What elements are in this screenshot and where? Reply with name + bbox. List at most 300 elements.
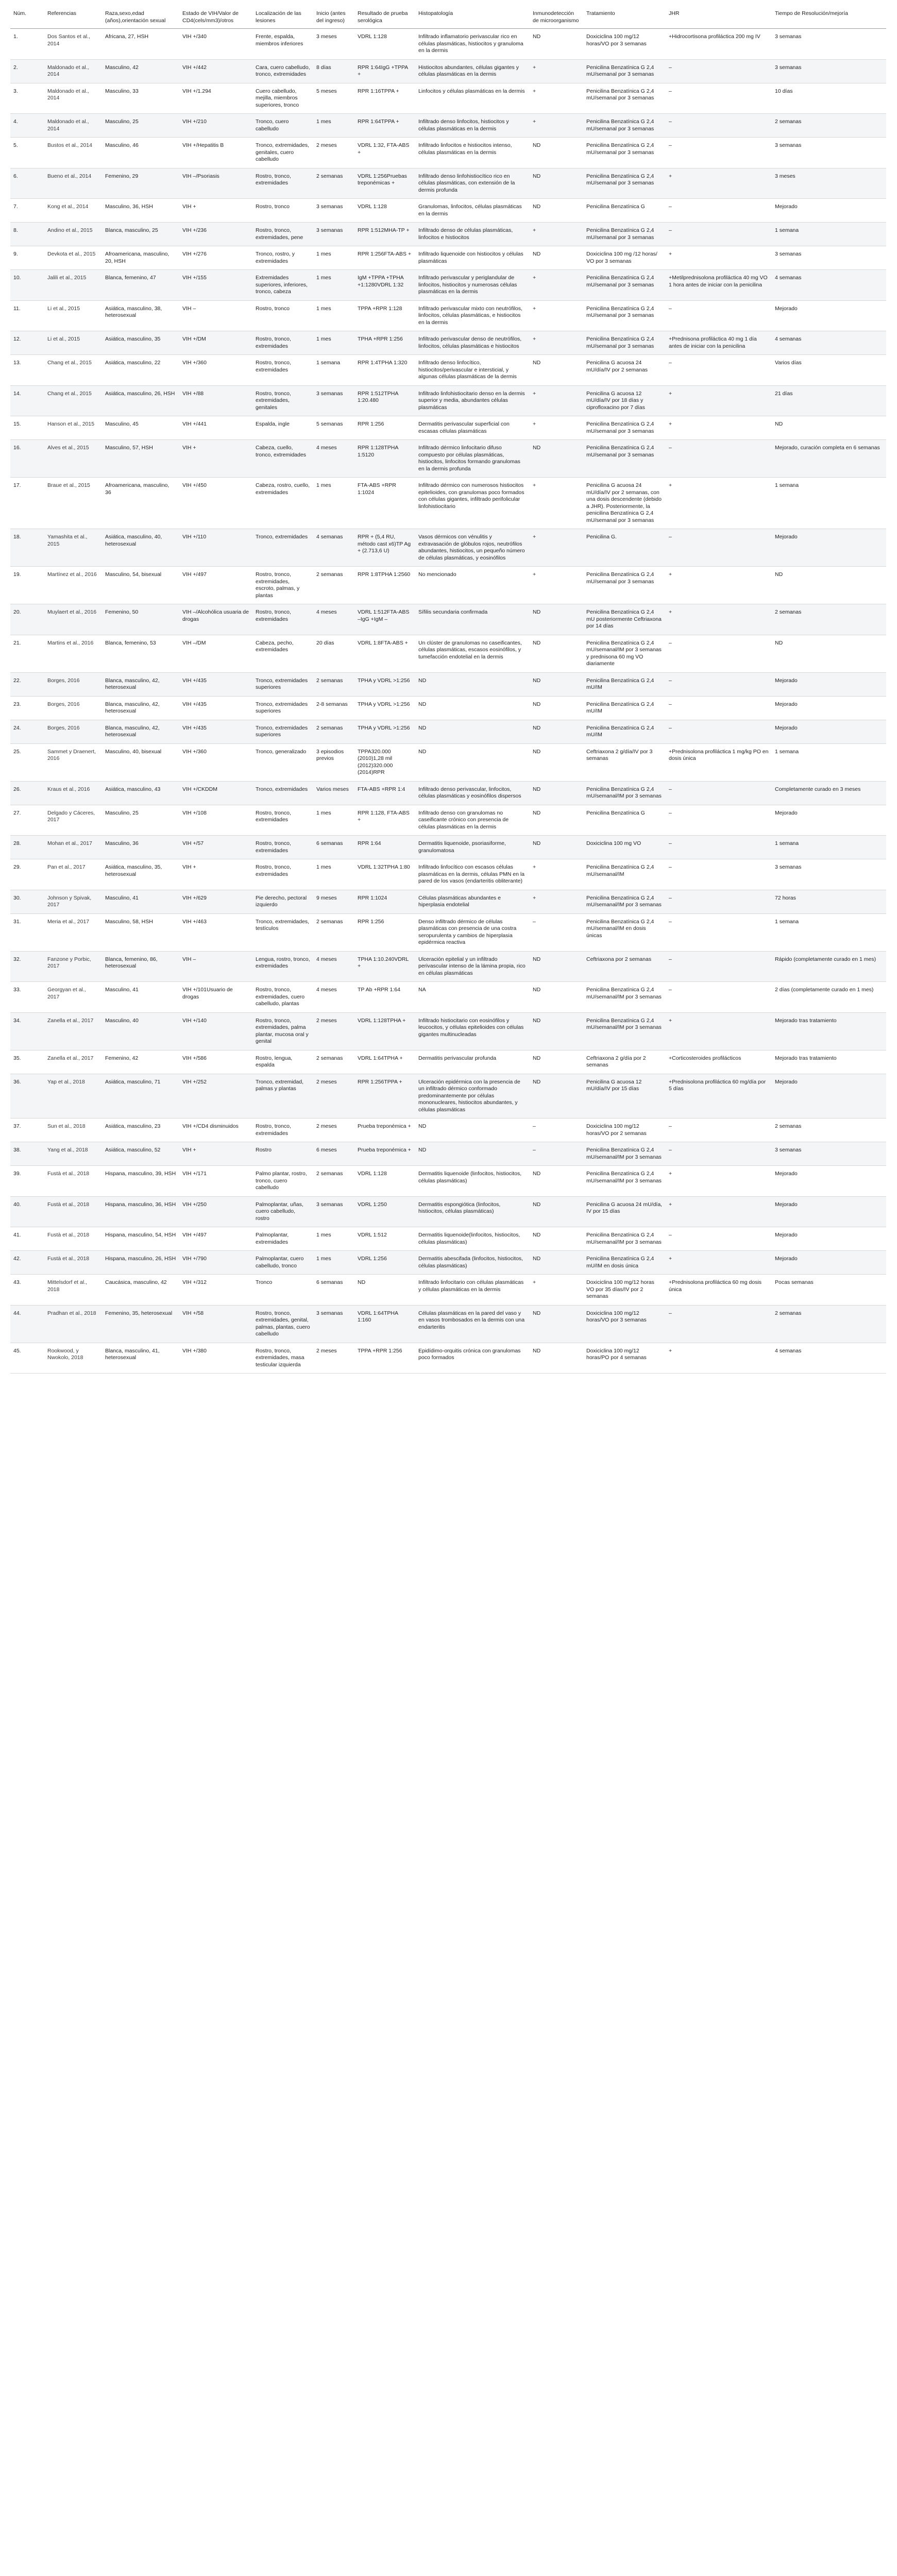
cell-raza-sexo-edad: Masculino, 46	[102, 138, 179, 168]
cell-tiempo-resolucion: 2 semanas	[772, 604, 886, 635]
table-row	[10, 743, 886, 781]
cell-num: 6.	[10, 168, 44, 199]
header-histopatologia: Histopatología	[415, 7, 530, 29]
cell-inicio: Varios meses	[313, 781, 354, 805]
cell-inmunodeteccion: –	[530, 913, 583, 951]
cell-inicio: 6 meses	[313, 1142, 354, 1166]
cell-referencias: Mohan et al., 2017	[44, 836, 102, 859]
cell-localizacion: Rostro, tronco, extremidades, genital, palmas, plantas, cuero cabelludo	[252, 1305, 313, 1343]
header-raza-sexo-edad: Raza,sexo,edad (años),orientación sexual	[102, 7, 179, 29]
cell-localizacion: Tronco, cuero cabelludo	[252, 114, 313, 138]
cell-tiempo-resolucion: 3 semanas	[772, 859, 886, 890]
cell-histopatologia: Infiltrado denso linfocitos, histiocitos y células plasmáticas en la dermis	[415, 114, 530, 138]
cell-localizacion: Rostro, tronco, extremidades	[252, 168, 313, 199]
cell-localizacion: Tronco, extremidades	[252, 781, 313, 805]
table-row	[10, 270, 886, 301]
cell-raza-sexo-edad: Masculino, 42	[102, 59, 179, 83]
cell-jhr: +Corticosteroides profilácticos	[666, 1050, 772, 1074]
cell-jhr: +	[666, 385, 772, 416]
cell-serologia: TPHA y VDRL >1:256	[354, 720, 415, 743]
table-row	[10, 890, 886, 913]
cell-serologia: RPR + (5,4 RU, método cast x6)TP Ag + (2.713,6 U)	[354, 529, 415, 567]
cell-inmunodeteccion: +	[530, 529, 583, 567]
cell-num: 22.	[10, 672, 44, 696]
cell-inicio: 6 semanas	[313, 1275, 354, 1306]
cell-tiempo-resolucion: 4 semanas	[772, 331, 886, 355]
cell-tiempo-resolucion: ND	[772, 567, 886, 604]
cell-histopatologia: Sífilis secundaria confirmada	[415, 604, 530, 635]
cell-jhr: –	[666, 913, 772, 951]
cell-estado-vih-cd4: VIH +/DM	[179, 331, 252, 355]
cell-raza-sexo-edad: Afroamericana, masculino, 20, HSH	[102, 246, 179, 270]
table-row	[10, 29, 886, 60]
cell-inmunodeteccion: ND	[530, 696, 583, 720]
cell-raza-sexo-edad: Blanca, masculino, 42, heterosexual	[102, 696, 179, 720]
cell-inicio: 2 semanas	[313, 1166, 354, 1197]
cell-localizacion: Cabeza, cuello, tronco, extremidades	[252, 440, 313, 478]
cell-histopatologia: Un clúster de granulomas no caseificantes, células plasmáticas, escasos eosinófilos, y tumefacción endotelial en la dermis	[415, 635, 530, 672]
cell-tiempo-resolucion: Mejorado	[772, 1227, 886, 1251]
cell-inicio: 3 semanas	[313, 199, 354, 223]
cell-inmunodeteccion: +	[530, 223, 583, 246]
cell-referencias: Borges, 2016	[44, 672, 102, 696]
cell-inicio: 1 mes	[313, 805, 354, 836]
cell-serologia: VDRL 1:512FTA-ABS –IgG +IgM –	[354, 604, 415, 635]
cell-inmunodeteccion: ND	[530, 1343, 583, 1374]
cell-raza-sexo-edad: Africana, 27, HSH	[102, 29, 179, 60]
cell-estado-vih-cd4: VIH –/Psoriasis	[179, 168, 252, 199]
cell-estado-vih-cd4: VIH +/252	[179, 1074, 252, 1118]
cell-tratamiento: Penicilina Benzatínica G 2,4 mU/semanal por 3 semanas	[583, 331, 666, 355]
cell-num: 25.	[10, 743, 44, 781]
cell-raza-sexo-edad: Asiática, masculino, 23	[102, 1118, 179, 1142]
cell-tiempo-resolucion: 72 horas	[772, 890, 886, 913]
header-inmunodeteccion: Inmunodetección de microorganismo	[530, 7, 583, 29]
cell-inicio: 4 meses	[313, 604, 354, 635]
cell-jhr: +Hidrocortisona profiláctica 200 mg IV	[666, 29, 772, 60]
cell-tiempo-resolucion: 1 semana	[772, 836, 886, 859]
cell-num: 2.	[10, 59, 44, 83]
table-row	[10, 114, 886, 138]
cell-histopatologia: Histiocitos abundantes, células gigantes y células plasmáticas en la dermis	[415, 59, 530, 83]
cell-jhr: +	[666, 168, 772, 199]
cell-jhr: +Prednisolona profiláctica 60 mg/día por 5 días	[666, 1074, 772, 1118]
cell-histopatologia: Infiltrado dérmico con numerosos histiocitos epitelioides, con granulomas poco formados con células gigantes, infiltrado perifolicular linfohistiocitario	[415, 478, 530, 529]
cell-histopatologia: Células plasmáticas abundantes e hiperplasia endotelial	[415, 890, 530, 913]
cell-tiempo-resolucion: Completamente curado en 3 meses	[772, 781, 886, 805]
cell-tiempo-resolucion: 2 semanas	[772, 114, 886, 138]
cell-num: 5.	[10, 138, 44, 168]
cell-raza-sexo-edad: Masculino, 45	[102, 416, 179, 440]
cell-inmunodeteccion: ND	[530, 355, 583, 386]
cell-serologia: VDRL 1:250	[354, 1196, 415, 1227]
table-row	[10, 223, 886, 246]
cell-estado-vih-cd4: VIH +	[179, 199, 252, 223]
cell-raza-sexo-edad: Blanca, femenino, 53	[102, 635, 179, 672]
cell-tiempo-resolucion: Mejorado	[772, 300, 886, 331]
cell-serologia: VDRL 1:32, FTA-ABS +	[354, 138, 415, 168]
cell-jhr: –	[666, 1305, 772, 1343]
cell-inmunodeteccion: ND	[530, 1305, 583, 1343]
cell-tratamiento: Penicilina Benzatínica G 2,4 mU/semanal por 3 semanas	[583, 567, 666, 604]
cell-tratamiento: Penicilina Benzatínica G 2,4 mU/semanal por 3 semanas	[583, 114, 666, 138]
table-row	[10, 1343, 886, 1374]
cell-raza-sexo-edad: Asiática, masculino, 40, heterosexual	[102, 529, 179, 567]
cell-jhr: –	[666, 83, 772, 114]
table-row	[10, 331, 886, 355]
cell-referencias: Yap et al., 2018	[44, 1074, 102, 1118]
header-referencias: Referencias	[44, 7, 102, 29]
cell-referencias: Hanson et al., 2015	[44, 416, 102, 440]
cell-referencias: Li et al., 2015	[44, 300, 102, 331]
cell-serologia: ND	[354, 1275, 415, 1306]
cell-tratamiento: Penicilina Benzatínica G 2,4 mU/semanal por 3 semanas	[583, 440, 666, 478]
cell-histopatologia: ND	[415, 1142, 530, 1166]
cell-inicio: 2 semanas	[313, 720, 354, 743]
cell-jhr: –	[666, 696, 772, 720]
cell-localizacion: Rostro, tronco	[252, 199, 313, 223]
cell-inicio: 6 semanas	[313, 836, 354, 859]
cell-estado-vih-cd4: VIH +/586	[179, 1050, 252, 1074]
cell-estado-vih-cd4: VIH +/276	[179, 246, 252, 270]
cell-inmunodeteccion: ND	[530, 982, 583, 1013]
cell-num: 24.	[10, 720, 44, 743]
cell-referencias: Pradhan et al., 2018	[44, 1305, 102, 1343]
cell-tratamiento: Penicilina G acuosa 12 mU/día/IV por 15 días	[583, 1074, 666, 1118]
cell-jhr: +	[666, 604, 772, 635]
cell-tratamiento: Penicilina G acuosa 24 mU/día/IV por 2 semanas	[583, 355, 666, 386]
cell-tiempo-resolucion: 3 semanas	[772, 59, 886, 83]
table-row	[10, 635, 886, 672]
cell-tratamiento: Penicilina G acuosa 24 mU/día/IV por 2 semanas, con una dosis descendente (debido a JHR). Posteriormente, la penicilina Benzatínica G 2,4 mU/semanal por 3 semanas	[583, 478, 666, 529]
cell-num: 40.	[10, 1196, 44, 1227]
cell-histopatologia: Infiltrado denso linfohistiocítico rico en células plasmáticas, con extensión de la dermis profunda	[415, 168, 530, 199]
cell-estado-vih-cd4: VIH +/435	[179, 672, 252, 696]
cell-num: 35.	[10, 1050, 44, 1074]
cell-histopatologia: Dermatitis abescifada (linfocitos, histiocitos, células plasmáticas)	[415, 1251, 530, 1275]
cell-inmunodeteccion: ND	[530, 720, 583, 743]
cell-histopatologia: Ulceración epitelial y un infiltrado perivascular intenso de la lámina propia, rico en células plasmáticas	[415, 951, 530, 982]
cell-inmunodeteccion: –	[530, 1118, 583, 1142]
table-row	[10, 83, 886, 114]
cell-serologia: RPR 1:512MHA-TP +	[354, 223, 415, 246]
cell-raza-sexo-edad: Asiática, masculino, 71	[102, 1074, 179, 1118]
cell-inmunodeteccion: +	[530, 567, 583, 604]
cell-raza-sexo-edad: Masculino, 58, HSH	[102, 913, 179, 951]
cell-tiempo-resolucion: 4 semanas	[772, 1343, 886, 1374]
cell-raza-sexo-edad: Asiática, masculino, 35, heterosexual	[102, 859, 179, 890]
cell-inicio: 2 meses	[313, 138, 354, 168]
cell-jhr: –	[666, 859, 772, 890]
cell-tratamiento: Penicilina Benzatínica G 2,4 mU/semanal por 3 semanas	[583, 83, 666, 114]
cell-referencias: Meria et al., 2017	[44, 913, 102, 951]
cell-inmunodeteccion: ND	[530, 836, 583, 859]
cell-raza-sexo-edad: Masculino, 41	[102, 890, 179, 913]
cell-jhr: +Metilprednisolona profiláctica 40 mg VO 1 hora antes de iniciar con la penicilina	[666, 270, 772, 301]
cell-jhr: –	[666, 440, 772, 478]
cell-tratamiento: Doxiciclina 100 mg/12 horas/VO por 2 semanas	[583, 1118, 666, 1142]
cell-num: 23.	[10, 696, 44, 720]
cell-tratamiento: Penicilina Benzatínica G 2,4 mU/semanal por 3 semanas	[583, 223, 666, 246]
cell-estado-vih-cd4: VIH +/CKDDM	[179, 781, 252, 805]
cell-inicio: 2 semanas	[313, 168, 354, 199]
cell-histopatologia: ND	[415, 720, 530, 743]
cell-num: 16.	[10, 440, 44, 478]
cell-serologia: TPPA320.000 (2010)1,28 mil (2012)320.000 (2014)RPR	[354, 743, 415, 781]
cell-inicio: 1 mes	[313, 1227, 354, 1251]
cell-localizacion: Rostro, tronco, extremidades	[252, 1118, 313, 1142]
cell-raza-sexo-edad: Masculino, 41	[102, 982, 179, 1013]
cell-num: 3.	[10, 83, 44, 114]
cell-localizacion: Cara, cuero cabelludo, tronco, extremidades	[252, 59, 313, 83]
cell-tratamiento: Penicilina G acuosa 12 mU/día/IV por 18 días y ciprofloxacino por 7 días	[583, 385, 666, 416]
table-row	[10, 1251, 886, 1275]
cell-tiempo-resolucion: 2 días (completamente curado en 1 mes)	[772, 982, 886, 1013]
cell-serologia: TPHA y VDRL >1:256	[354, 672, 415, 696]
cell-tratamiento: Penicilina Benzatínica G 2,4 mU/IM en dosis única	[583, 1251, 666, 1275]
cell-localizacion: Tronco, extremidades, testículos	[252, 913, 313, 951]
cell-num: 39.	[10, 1166, 44, 1197]
cell-referencias: Borges, 2016	[44, 696, 102, 720]
table-row	[10, 836, 886, 859]
cell-jhr: +	[666, 1196, 772, 1227]
cell-tratamiento: Penicilina Benzatínica G	[583, 805, 666, 836]
cell-histopatologia: Infiltrado denso linfocítico, histiocitos/perivascular e intersticial, y algunas células plasmáticas de la dermis	[415, 355, 530, 386]
cell-referencias: Bueno et al., 2014	[44, 168, 102, 199]
cell-raza-sexo-edad: Masculino, 33	[102, 83, 179, 114]
cell-estado-vih-cd4: VIH –/DM	[179, 635, 252, 672]
cell-raza-sexo-edad: Masculino, 40, bisexual	[102, 743, 179, 781]
cell-tiempo-resolucion: Mejorado tras tratamiento	[772, 1012, 886, 1050]
table-row	[10, 1012, 886, 1050]
table-row	[10, 1166, 886, 1197]
table-row	[10, 720, 886, 743]
cell-referencias: Maldonado et al., 2014	[44, 114, 102, 138]
cell-jhr: –	[666, 951, 772, 982]
table-row	[10, 59, 886, 83]
cell-tiempo-resolucion: 1 semana	[772, 223, 886, 246]
cell-referencias: Zanella et al., 2017	[44, 1050, 102, 1074]
cell-serologia: TPHA y VDRL >1:256	[354, 696, 415, 720]
cell-inicio: 1 mes	[313, 1251, 354, 1275]
cell-localizacion: Palmoplantar, cuero cabelludo, tronco	[252, 1251, 313, 1275]
table-row	[10, 199, 886, 223]
cell-localizacion: Rostro, tronco, extremidades, masa testicular izquierda	[252, 1343, 313, 1374]
cell-histopatologia: Dermatitis liquenoide, psoriasiforme, granulomatosa	[415, 836, 530, 859]
cell-referencias: Fustà et al., 2018	[44, 1166, 102, 1197]
cell-jhr: –	[666, 1118, 772, 1142]
cell-jhr: –	[666, 1227, 772, 1251]
cell-tiempo-resolucion: Mejorado	[772, 199, 886, 223]
cell-tiempo-resolucion: 21 días	[772, 385, 886, 416]
cell-tratamiento: Doxiciclina 100 mg/12 horas VO por 35 días/IV por 2 semanas	[583, 1275, 666, 1306]
cell-serologia: VDRL 1:64TPHA 1:160	[354, 1305, 415, 1343]
cell-referencias: Dos Santos et al., 2014	[44, 29, 102, 60]
cell-tratamiento: Ceftriaxona por 2 semanas	[583, 951, 666, 982]
cell-tiempo-resolucion: 3 semanas	[772, 138, 886, 168]
cell-referencias: Fustà et al., 2018	[44, 1196, 102, 1227]
cell-tratamiento: Penicilina G acuosa 24 mU/día, IV por 15 días	[583, 1196, 666, 1227]
cell-serologia: RPR 1:64IgG +TPPA +	[354, 59, 415, 83]
cell-histopatologia: Dermatitis perivascular superficial con escasas células plasmáticas	[415, 416, 530, 440]
table-row	[10, 246, 886, 270]
cell-histopatologia: NA	[415, 982, 530, 1013]
table-row	[10, 1142, 886, 1166]
cell-serologia: RPR 1:256FTA-ABS +	[354, 246, 415, 270]
cell-num: 38.	[10, 1142, 44, 1166]
cell-inmunodeteccion: +	[530, 859, 583, 890]
cell-estado-vih-cd4: VIH +/57	[179, 836, 252, 859]
cell-tiempo-resolucion: 2 semanas	[772, 1305, 886, 1343]
cell-estado-vih-cd4: VIH +/340	[179, 29, 252, 60]
cell-localizacion: Rostro, lengua, espalda	[252, 1050, 313, 1074]
cell-tratamiento: Penicilina Benzatínica G 2,4 mU/semanal por 3 semanas	[583, 270, 666, 301]
table-row	[10, 1196, 886, 1227]
cell-localizacion: Tronco, extremidad, palmas y plantas	[252, 1074, 313, 1118]
cell-inicio: 1 mes	[313, 300, 354, 331]
cell-inicio: 3 meses	[313, 29, 354, 60]
cell-inmunodeteccion: –	[530, 1142, 583, 1166]
cell-num: 11.	[10, 300, 44, 331]
cell-jhr: +	[666, 416, 772, 440]
cell-raza-sexo-edad: Blanca, masculino, 42, heterosexual	[102, 672, 179, 696]
cell-num: 21.	[10, 635, 44, 672]
cell-localizacion: Tronco, extremidades superiores	[252, 672, 313, 696]
cell-inmunodeteccion: ND	[530, 1074, 583, 1118]
cell-serologia: TP Ab +RPR 1:64	[354, 982, 415, 1013]
table-row	[10, 355, 886, 386]
cell-referencias: Chang et al., 2015	[44, 355, 102, 386]
cell-referencias: Andino et al., 2015	[44, 223, 102, 246]
cell-num: 36.	[10, 1074, 44, 1118]
cell-localizacion: Cabeza, rostro, cuello, extremidades	[252, 478, 313, 529]
cell-estado-vih-cd4: VIH +	[179, 440, 252, 478]
header-num: Núm.	[10, 7, 44, 29]
cell-inicio: 1 mes	[313, 270, 354, 301]
cell-histopatologia: Infiltrado denso perivascular, linfocitos, células plasmáticas y eosinófilos dispersos	[415, 781, 530, 805]
cell-num: 42.	[10, 1251, 44, 1275]
cell-tratamiento: Doxiciclina 100 mg/12 horas/PO por 4 semanas	[583, 1343, 666, 1374]
cell-inicio: 2 meses	[313, 1074, 354, 1118]
cell-histopatologia: No mencionado	[415, 567, 530, 604]
cell-inicio: 2 meses	[313, 1118, 354, 1142]
cell-tiempo-resolucion: Mejorado	[772, 696, 886, 720]
cell-serologia: RPR 1:16TPPA +	[354, 83, 415, 114]
cell-serologia: RPR 1:128TPHA 1:5120	[354, 440, 415, 478]
cell-serologia: TPPA +RPR 1:256	[354, 1343, 415, 1374]
cell-tratamiento: Penicilina Benzatínica G 2,4 mU/IM	[583, 696, 666, 720]
cell-histopatologia: Dermatitis espongiótica (linfocitos, histiocitos, células plasmáticas)	[415, 1196, 530, 1227]
cell-serologia: VDRL 1:128TPHA +	[354, 1012, 415, 1050]
cell-jhr: –	[666, 635, 772, 672]
cell-tratamiento: Ceftriaxona 2 g/día/IV por 3 semanas	[583, 743, 666, 781]
cell-inicio: 8 días	[313, 59, 354, 83]
cell-jhr: +	[666, 567, 772, 604]
cell-estado-vih-cd4: VIH +/441	[179, 416, 252, 440]
cell-localizacion: Pie derecho, pectoral izquierdo	[252, 890, 313, 913]
cell-referencias: Li et al., 2015	[44, 331, 102, 355]
cell-histopatologia: Infiltrado histiocitario con eosinófilos y leucocitos, y células epitelioides con células gigantes multinucleadas	[415, 1012, 530, 1050]
cell-inicio: 2 meses	[313, 1343, 354, 1374]
cell-tratamiento: Penicilina Benzatínica G 2,4 mU/semanal por 3 semanas	[583, 59, 666, 83]
cell-tiempo-resolucion: 3 semanas	[772, 1142, 886, 1166]
cell-tratamiento: Penicilina Benzatínica G	[583, 199, 666, 223]
cell-localizacion: Rostro	[252, 1142, 313, 1166]
cell-tiempo-resolucion: 1 semana	[772, 913, 886, 951]
cell-tiempo-resolucion: Mejorado	[772, 805, 886, 836]
table-row	[10, 859, 886, 890]
cell-num: 18.	[10, 529, 44, 567]
cell-histopatologia: Epidídimo-orquitis crónica con granulomas poco formados	[415, 1343, 530, 1374]
cell-inicio: 2-8 semanas	[313, 696, 354, 720]
cell-estado-vih-cd4: VIH +/140	[179, 1012, 252, 1050]
cell-estado-vih-cd4: VIH +/360	[179, 355, 252, 386]
cell-inicio: 4 meses	[313, 440, 354, 478]
cell-inmunodeteccion: ND	[530, 604, 583, 635]
cell-serologia: RPR 1:8TPHA 1:2560	[354, 567, 415, 604]
cell-num: 15.	[10, 416, 44, 440]
cell-referencias: Yamashita et al., 2015	[44, 529, 102, 567]
cell-raza-sexo-edad: Blanca, femenino, 47	[102, 270, 179, 301]
cell-tiempo-resolucion: Mejorado	[772, 672, 886, 696]
cell-jhr: –	[666, 114, 772, 138]
cell-referencias: Kraus et al., 2016	[44, 781, 102, 805]
cell-referencias: Yang et al., 2018	[44, 1142, 102, 1166]
cell-tiempo-resolucion: 3 semanas	[772, 246, 886, 270]
cell-localizacion: Rostro, tronco, extremidades, palma plantar, mucosa oral y genital	[252, 1012, 313, 1050]
cell-referencias: Fustà et al., 2018	[44, 1251, 102, 1275]
header-jhr: JHR	[666, 7, 772, 29]
cell-serologia: RPR 1:256	[354, 913, 415, 951]
cell-estado-vih-cd4: VIH +/155	[179, 270, 252, 301]
cell-referencias: Pan et al., 2017	[44, 859, 102, 890]
table-row	[10, 696, 886, 720]
cell-estado-vih-cd4: VIH +	[179, 859, 252, 890]
cell-raza-sexo-edad: Masculino, 54, bisexual	[102, 567, 179, 604]
table-header-row	[10, 7, 886, 29]
cell-localizacion: Frente, espalda, miembros inferiores	[252, 29, 313, 60]
cell-raza-sexo-edad: Femenino, 42	[102, 1050, 179, 1074]
cell-tiempo-resolucion: 1 semana	[772, 743, 886, 781]
table-row	[10, 416, 886, 440]
cell-histopatologia: Infiltrado linfocitario con células plasmáticas y células plasmáticas en la dermis	[415, 1275, 530, 1306]
cell-serologia: RPR 1:512TPHA 1:20.480	[354, 385, 415, 416]
cell-jhr: +	[666, 246, 772, 270]
cell-referencias: Sammet y Draenert, 2016	[44, 743, 102, 781]
cell-inicio: 1 mes	[313, 331, 354, 355]
cell-raza-sexo-edad: Femenino, 50	[102, 604, 179, 635]
cell-estado-vih-cd4: VIH +/1.294	[179, 83, 252, 114]
cell-serologia: RPR 1:4TPHA 1:320	[354, 355, 415, 386]
cell-raza-sexo-edad: Hispana, masculino, 39, HSH	[102, 1166, 179, 1197]
cell-tratamiento: Penicilina Benzatínica G 2,4 mU/semanal/IM por 3 semanas	[583, 982, 666, 1013]
cell-jhr: –	[666, 805, 772, 836]
cell-num: 30.	[10, 890, 44, 913]
cell-estado-vih-cd4: VIH +/497	[179, 1227, 252, 1251]
cell-tratamiento: Penicilina Benzatínica G 2,4 mU/semanal por 3 semanas	[583, 168, 666, 199]
cell-jhr: –	[666, 672, 772, 696]
cell-tiempo-resolucion: ND	[772, 416, 886, 440]
table-row	[10, 567, 886, 604]
cell-tratamiento: Penicilina Benzatínica G 2,4 mU/semanal por 3 semanas	[583, 300, 666, 331]
table-row	[10, 672, 886, 696]
cell-raza-sexo-edad: Masculino, 57, HSH	[102, 440, 179, 478]
cell-serologia: VDRL 1:64TPHA +	[354, 1050, 415, 1074]
cell-num: 45.	[10, 1343, 44, 1374]
table-row	[10, 529, 886, 567]
case-series-table	[10, 7, 886, 1374]
cell-referencias: Zanella et al., 2017	[44, 1012, 102, 1050]
